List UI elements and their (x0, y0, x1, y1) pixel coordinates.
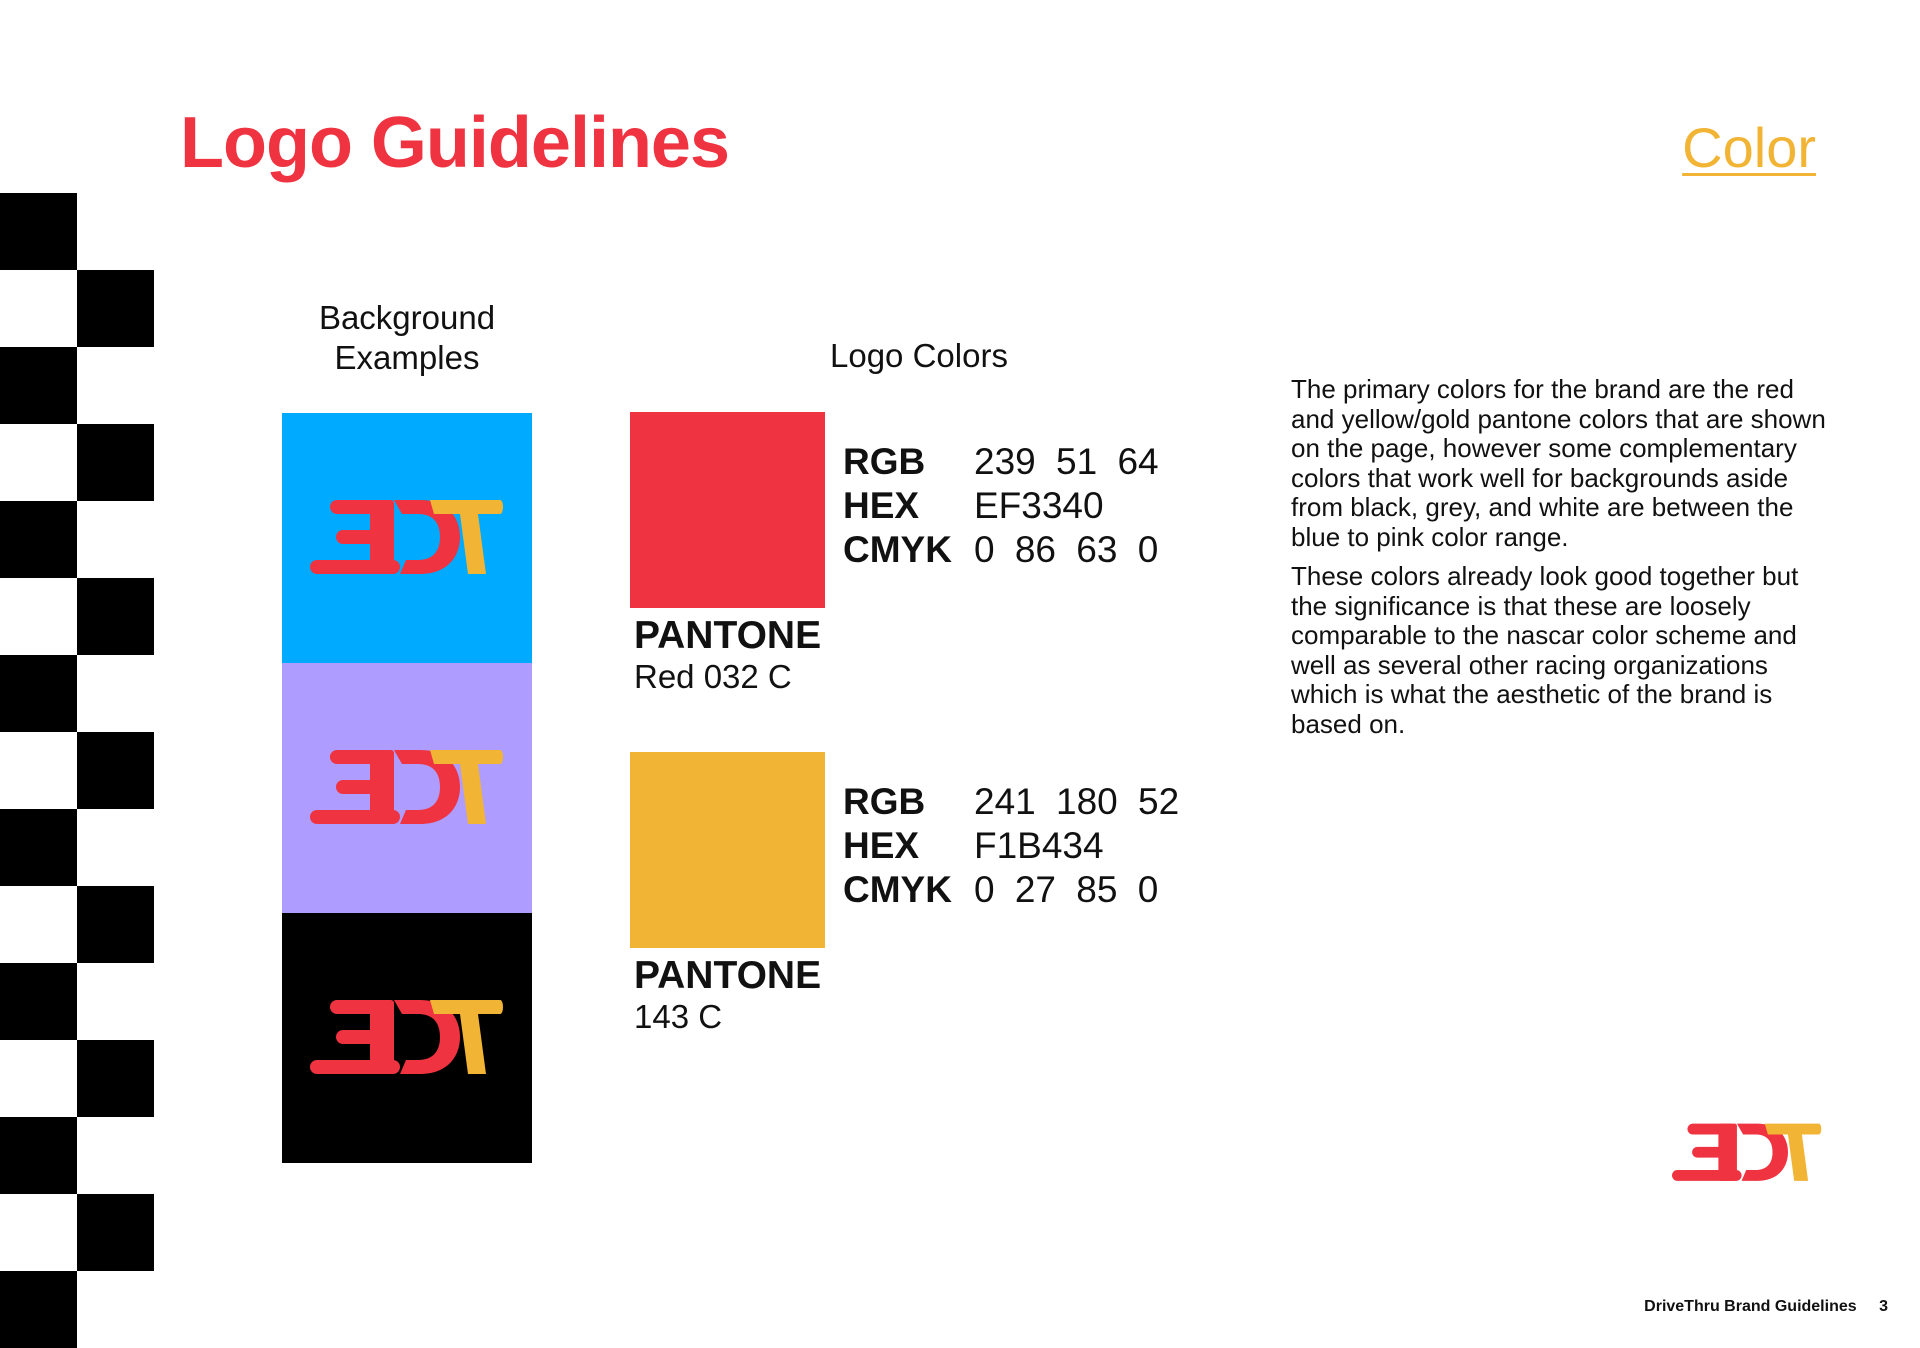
checker-square (77, 424, 154, 501)
brand-logo (310, 998, 504, 1078)
cmyk-label: CMYK (843, 529, 952, 570)
footer-document-title: DriveThru Brand Guidelines (1644, 1298, 1857, 1315)
rgb-label: RGB (843, 441, 926, 482)
page-footer (1644, 1298, 1888, 1316)
checker-square (0, 809, 77, 886)
cmyk-label: CMYK (843, 869, 952, 910)
cmyk-row (843, 868, 1179, 912)
description-paragraph-2: These colors already look good together but the significance is that these are loosely comparable to the nascar color scheme and well as several other racing organizations which is what the aesthetic of the brand is based on. (1291, 561, 1799, 739)
checker-square (77, 270, 154, 347)
color-swatch-gold (630, 752, 825, 948)
rgb-value: 241 180 52 (974, 781, 1180, 822)
checker-square (0, 501, 77, 578)
pantone-name: PANTONE (634, 614, 822, 657)
brand-logo (1672, 1122, 1822, 1184)
color-description (1291, 375, 1831, 749)
cmyk-row (843, 528, 1159, 572)
background-swatch-column (282, 413, 532, 1163)
page-title: Logo Guidelines (180, 103, 730, 183)
footer-page-number: 3 (1879, 1298, 1888, 1315)
checker-square (77, 886, 154, 963)
checker-square (0, 347, 77, 424)
background-swatch-black (282, 913, 532, 1163)
cmyk-value: 0 86 63 0 (974, 529, 1159, 570)
color-values-gold (843, 780, 1179, 912)
background-swatch-blue (282, 413, 532, 663)
rgb-row (843, 440, 1159, 484)
background-examples-heading (282, 298, 532, 378)
checker-square (0, 193, 77, 270)
description-paragraph-1: The primary colors for the brand are the red and yellow/gold pantone colors that are shown on the page, however some complementary colors that work well for backgrounds aside from black, grey, and white are between the blue to pink color range. (1291, 374, 1826, 552)
pantone-name: PANTONE (634, 954, 822, 997)
rgb-label: RGB (843, 781, 926, 822)
checker-square (0, 963, 77, 1040)
checkerboard-strip (0, 0, 160, 1344)
brand-logo (310, 498, 504, 578)
brand-logo (310, 748, 504, 828)
color-values-red (843, 440, 1159, 572)
background-swatch-lavender (282, 663, 532, 913)
background-examples-heading-line2: Examples (334, 339, 480, 376)
hex-row (843, 484, 1159, 528)
checker-square (0, 1117, 77, 1194)
color-swatch-red (630, 412, 825, 608)
checker-square (77, 732, 154, 809)
logo-colors-heading: Logo Colors (830, 337, 1008, 374)
hex-label: HEX (843, 825, 920, 866)
hex-value: F1B434 (974, 825, 1104, 866)
hex-value: EF3340 (974, 485, 1104, 526)
checker-square (0, 655, 77, 732)
rgb-value: 239 51 64 (974, 441, 1159, 482)
checker-square (0, 1271, 77, 1348)
cmyk-value: 0 27 85 0 (974, 869, 1159, 910)
hex-row (843, 824, 1179, 868)
hex-label: HEX (843, 485, 920, 526)
checker-square (77, 1040, 154, 1117)
pantone-label-gold (634, 954, 821, 1036)
checker-square (77, 1194, 154, 1271)
pantone-code: 143 C (634, 998, 723, 1035)
corner-brand-logo (1672, 1122, 1822, 1189)
background-examples-heading-line1: Background (318, 299, 496, 336)
pantone-label-red (634, 614, 821, 696)
section-link-color[interactable]: Color (1682, 116, 1816, 179)
pantone-code: Red 032 C (634, 658, 792, 695)
checker-square (77, 578, 154, 655)
rgb-row (843, 780, 1179, 824)
